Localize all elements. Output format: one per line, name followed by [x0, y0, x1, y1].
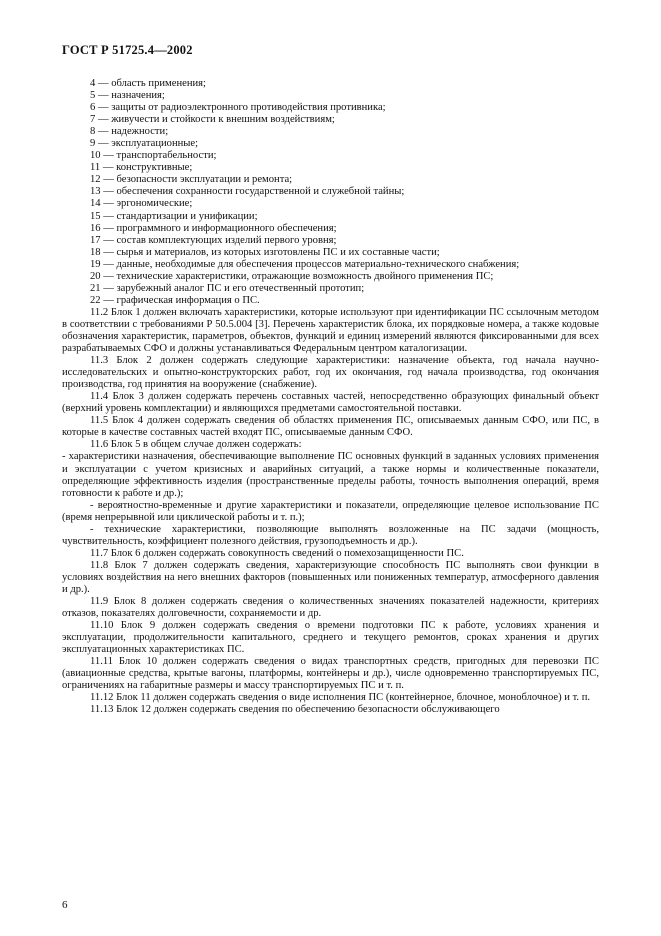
- dash-item-characteristics: - характеристики назначения, обеспечивающие выполнение ПС основных функций в заданных условиях применения и эксплуатации с учетом кризисных и аварийных ситуаций, а также нормы и количественные показатели, определяющие эффективность изделия (пространственные пределы работы, точность выполнения операций, время готовности к работе и др.);: [62, 451, 599, 499]
- list-item: 16 — программного и информационного обеспечения;: [90, 222, 337, 234]
- list-item: 12 — безопасности эксплуатации и ремонта;: [90, 174, 293, 186]
- list-item: 15 — стандартизации и унификации;: [90, 210, 258, 222]
- paragraph-11-9: 11.9 Блок 8 должен содержать сведения о количественных значениях показателей надежности, критериях отказов, показателях долговечности, сохраняемости и др.: [62, 596, 599, 620]
- list-item: 20 — технические характеристики, отражающие возможность двойного применения ПС;: [90, 270, 494, 282]
- paragraph-11-2: 11.2 Блок 1 должен включать характеристики, которые используют при идентификации ПС ссылочным методом в соответствии с требованиями Р 50.5.004 [3]. Перечень характеристик блока, их порядковые номера, а также кодовые обозначения характеристик, параметров, объектов, функций и единиц измерений являются фиксированными для всех разрабатываемых СФО и должны устанавливаться Федеральным центром каталогизации.: [62, 306, 599, 355]
- paragraph-11-12: 11.12 Блок 11 должен содержать сведения о виде исполнения ПС (контейнерное, блочное, моноблочное) и т. п.: [90, 692, 591, 704]
- paragraph-11-10: 11.10 Блок 9 должен содержать сведения о времени подготовки ПС к работе, условиях хранения и эксплуатации, продолжительности капитального, среднего и текущего ремонтов, сроках хранения и других эксплуатационных характеристиках ПС.: [62, 620, 599, 656]
- list-item: 22 — графическая информация о ПС.: [90, 294, 260, 306]
- document-header: ГОСТ Р 51725.4—2002: [62, 43, 193, 57]
- list-item: 4 — область применения;: [90, 78, 206, 89]
- paragraph-11-3: 11.3 Блок 2 должен содержать следующие характеристики: назначение объекта, год начала научно-исследовательских и опытно-конструкторских работ, год их окончания, год начала производства, год окончания производства, год принятия на вооружение (снабжение).: [62, 355, 599, 391]
- dash-item-probabilistic: - вероятностно-временные и другие характеристики и показатели, определяющие целевое использование ПС (время непрерывной или циклической работы и т. п.);: [62, 499, 599, 523]
- list-item: 13 — обеспечения сохранности государственной и служебной тайны;: [90, 186, 405, 198]
- list-item: 8 — надежности;: [90, 126, 169, 138]
- paragraph-11-5: 11.5 Блок 4 должен содержать сведения об областях применения ПС, описываемых данным СФО, или ПС, в которые в качестве составных частей входят ПС, описываемые данным СФО.: [62, 415, 599, 439]
- document-body: [62, 78, 599, 716]
- list-item: 21 — зарубежный аналог ПС и его отечественный прототип;: [90, 282, 365, 294]
- paragraph-11-7: 11.7 Блок 6 должен содержать совокупность сведений о помехозащищенности ПС.: [90, 547, 464, 559]
- paragraph-11-11: 11.11 Блок 10 должен содержать сведения о видах транспортных средств, пригодных для перевозки ПС (авиационные средства, крытые вагоны, платформы, контейнеры и др.), числе одновременно транспортируемых ПС, ограничениях на габаритные размеры и массу транспортируемых ПС и т. п.: [62, 656, 599, 692]
- list-item: 11 — конструктивные;: [90, 162, 193, 174]
- list-item: 18 — сырья и материалов, из которых изготовлены ПС и их составные части;: [90, 246, 440, 258]
- list-item: 14 — эргономические;: [90, 198, 193, 210]
- list-item: 19 — данные, необходимые для обеспечения процессов материально-технического снабжения;: [90, 258, 520, 270]
- dash-item-technical: - технические характеристики, позволяющие выполнять возложенные на ПС задачи (мощность, чувствительность, коэффициент полезного действия, грузоподъемность и др.).: [62, 523, 599, 547]
- list-item: 7 — живучести и стойкости к внешним воздействиям;: [90, 114, 335, 126]
- page-number: 6: [62, 899, 68, 911]
- list-item: 17 — состав комплектующих изделий первого уровня;: [90, 234, 337, 246]
- list-item: 6 — защиты от радиоэлектронного противодействия противника;: [90, 102, 386, 114]
- paragraph-11-4: 11.4 Блок 3 должен содержать перечень составных частей, непосредственно образующих финальный объект (верхний уровень комплектации) и являющихся предметами самостоятельной поставки.: [62, 391, 599, 415]
- list-item: 5 — назначения;: [90, 90, 165, 102]
- list-item: 9 — эксплуатационные;: [90, 138, 199, 150]
- paragraph-11-13: 11.13 Блок 12 должен содержать сведения по обеспечению безопасности обслуживающего: [90, 704, 500, 716]
- paragraph-11-8: 11.8 Блок 7 должен содержать сведения, характеризующие способность ПС выполнять свои функции в условиях воздействия на него внешних факторов (повышенных или пониженных температур, атмосферного давления и др.).: [62, 559, 599, 595]
- paragraph-11-6: 11.6 Блок 5 в общем случае должен содержать:: [90, 439, 302, 451]
- category-list: [62, 78, 599, 307]
- list-item: 10 — транспортабельности;: [90, 150, 217, 162]
